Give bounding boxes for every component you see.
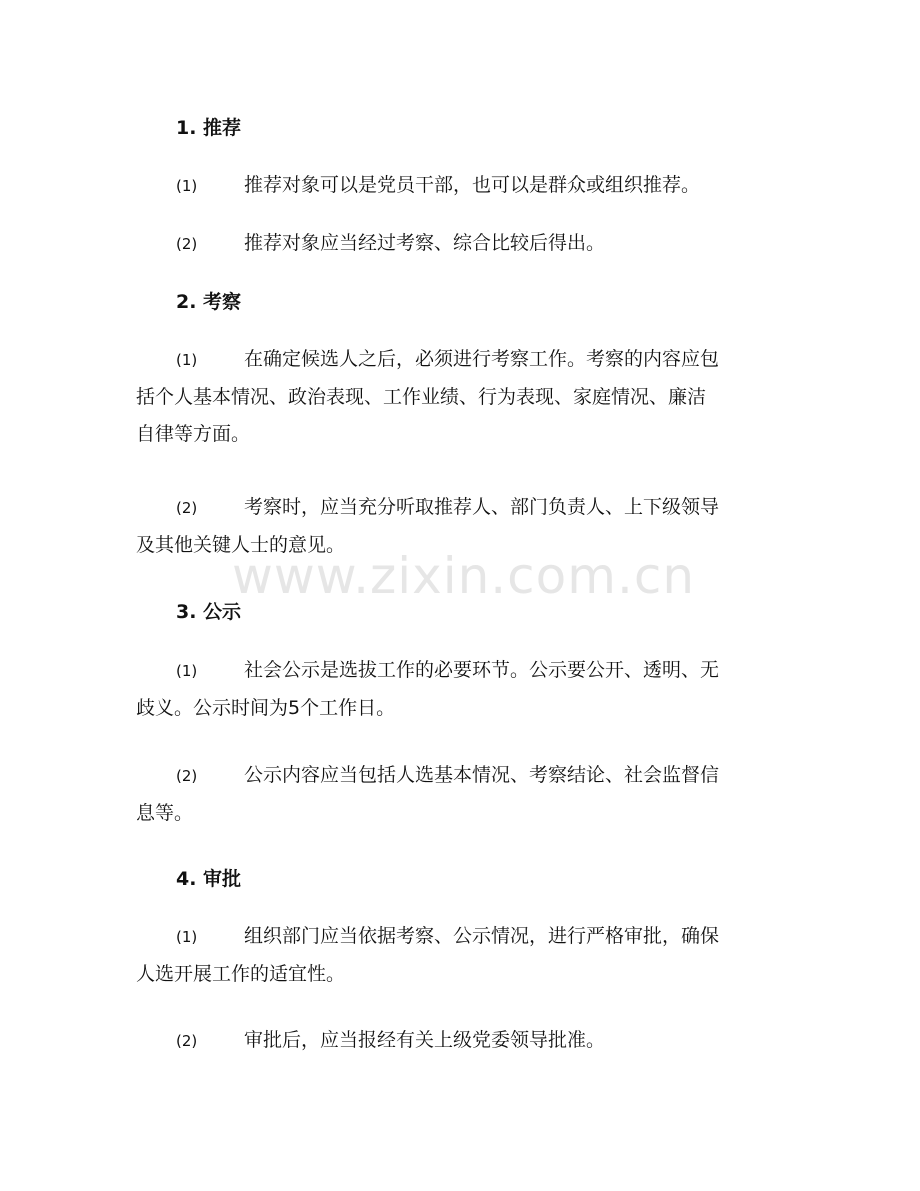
item-text-continuation: 自律等方面。	[136, 423, 251, 445]
list-item	[136, 341, 772, 453]
item-text: 审批后，应当报经有关上级党委领导批准。	[244, 1029, 606, 1051]
item-number: (2)	[176, 767, 198, 785]
watermark: www.zixin.com.cn	[232, 547, 696, 605]
section-title: 4. 审批	[176, 868, 242, 890]
list-item	[136, 652, 772, 727]
item-number: (2)	[176, 1032, 198, 1050]
list-item	[136, 757, 772, 832]
item-number: (1)	[176, 177, 198, 195]
item-text-continuation: 及其他关键人士的意见。	[136, 534, 346, 556]
item-text-continuation: 歧义。公示时间为5个工作日。	[136, 697, 396, 719]
list-item	[136, 918, 772, 993]
item-text: 组织部门应当依据考察、公示情况，进行严格审批，确保	[244, 925, 720, 947]
item-number: (2)	[176, 235, 198, 253]
section-title: 3. 公示	[176, 601, 242, 623]
item-number: (1)	[176, 928, 198, 946]
item-number: (1)	[176, 662, 198, 680]
item-text: 推荐对象应当经过考察、综合比较后得出。	[244, 232, 606, 254]
list-item	[176, 167, 772, 205]
section-title: 1. 推荐	[176, 117, 242, 139]
item-text-continuation: 括个人基本情况、政治表现、工作业绩、行为表现、家庭情况、廉洁	[136, 386, 707, 408]
item-number: (2)	[176, 499, 198, 517]
item-text: 考察时，应当充分听取推荐人、部门负责人、上下级领导	[244, 496, 720, 518]
list-item	[176, 225, 772, 263]
item-number: (1)	[176, 351, 198, 369]
item-text-continuation: 息等。	[136, 802, 194, 824]
item-text: 社会公示是选拔工作的必要环节。公示要公开、透明、无	[244, 659, 720, 681]
item-text: 推荐对象可以是党员干部，也可以是群众或组织推荐。	[244, 174, 701, 196]
list-item	[176, 1022, 772, 1060]
list-item	[136, 489, 772, 564]
item-text-continuation: 人选开展工作的适宜性。	[136, 963, 346, 985]
section-title: 2. 考察	[176, 291, 242, 313]
item-text: 公示内容应当包括人选基本情况、考察结论、社会监督信	[244, 764, 720, 786]
item-text: 在确定候选人之后，必须进行考察工作。考察的内容应包	[244, 348, 720, 370]
